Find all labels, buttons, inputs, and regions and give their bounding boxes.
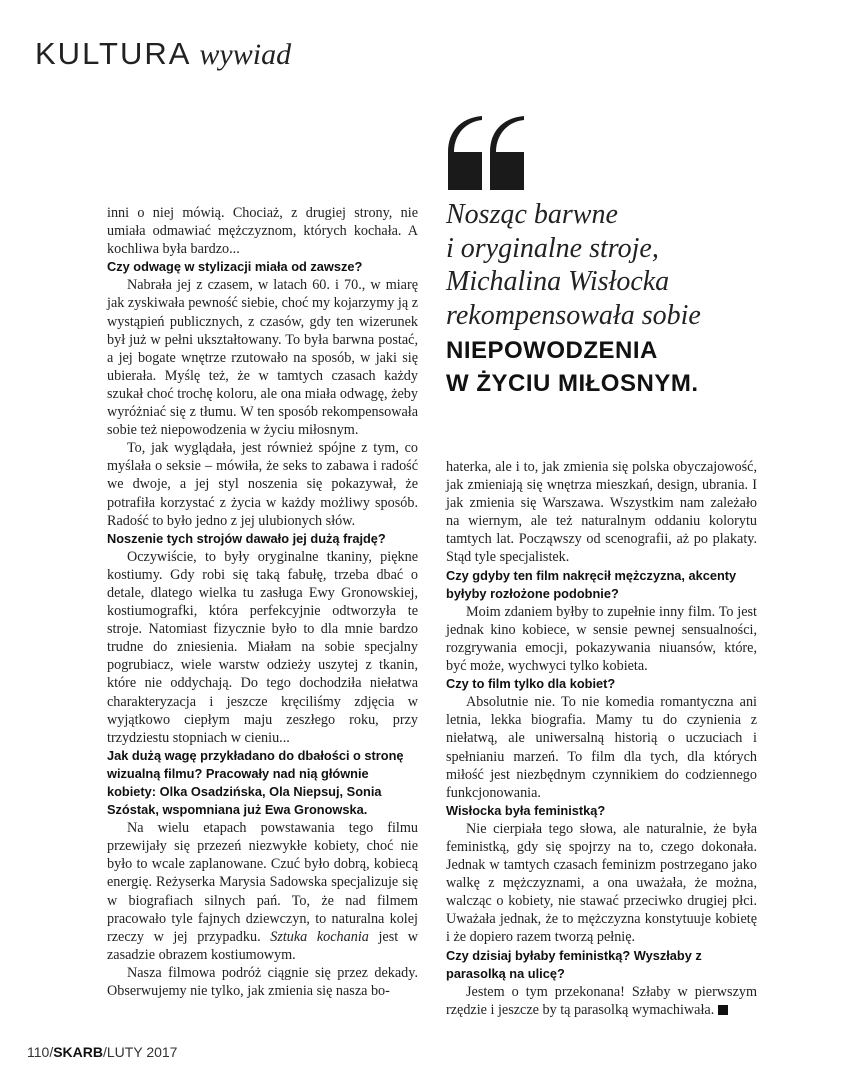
answer-paragraph [107, 964, 418, 1000]
pull-quote-emphasis: NIEPOWODZENIA [446, 337, 658, 364]
section-subtitle: wywiad [199, 38, 292, 71]
page-footer: 110/SKARB/LUTY 2017 [27, 1044, 178, 1060]
section-header [35, 36, 291, 72]
paragraph-text: jest w zasadzie obrazem kostiumowym. [107, 928, 419, 963]
section-title: KULTURA [35, 36, 192, 71]
film-title: Sztuka kochania [270, 928, 369, 945]
pull-quote-line: Nosząc barwne [446, 199, 618, 230]
paragraph-text: Jak dużą wagę przykładano do dbałości o stronę wizualną filmu? Pracowały nad nią głównie kobiety: Olka Osadzińska, Ola Niepsuj, Sonia Szóstak, wspomniana już Ewa Gronowska. [107, 747, 404, 818]
paragraph-text: Nabrała jej z czasem, w latach 60. i 70., w miarę jak zyskiwała pewność siebie, choć my kojarzymy ją z wystąpień publicznych, z czasów, gdy ten wizerunek był już w pełni ukształtowany. To była barwna postać, a jej bogate wnętrze rzutowało na sposób, w jaki się ubierała. Myślę też, że w tamtych czasach każdy szukał choć trochę koloru, ale ona miała odwagę, żeby wyróżniać się z tłumu. W ten sposób rekompensowała sobie też niepowodzenia w życiu miłosnym. [107, 277, 418, 439]
interview-question [107, 258, 418, 276]
quote-mark-icon [446, 116, 528, 190]
pull-quote-line: i oryginalne stroje, [446, 232, 659, 264]
paragraph-text: Na wielu etapach powstawania tego filmu przewijały się przezeń niezwykłe kobiety, choć nie było to wcale zaplanowane. Czuć było dobrą, kobiecą energię. Reżyserka Marysia Sadowska specjalizuje się w biografiach silnych pań. To, że nad filmem pracowało tyle fajnych dziewczyn, to naturalna kolej rzeczy w jej przypadku. [107, 820, 418, 945]
pull-quote-line: Michalina Wisłocka [446, 266, 670, 297]
answer-paragraph [107, 439, 418, 529]
paragraph-text: Oczywiście, to były oryginalne tkaniny, piękne kostiumy. Gdy robi się taką fabułę, trzeba dbać o detale, dlatego wielka tu zasługa Ewy Gronowskiej, kostiumografki, która perfekcyjnie odtworzyła te stroje. Natomiast fizycznie było to dla mnie bardzo trudne do zniesienia. Miałam na sobie specjalny pogrubiacz, wiele warstw odzieży uszytej z tkanin, które nie oddychają. Do tego dochodziła niełatwa charakteryzacja i jeszcze kręciliśmy zdjęcia w wyjątkowo ciepłym maju zeszłego roku, przy trzydziestu stopniach w cieniu... [107, 548, 418, 746]
paragraph-text: Nasza filmowa podróż ciągnie się przez dekady. Obserwujemy nie tylko, jak zmienia się nasza bo- [107, 964, 418, 1000]
interview-question [107, 530, 418, 548]
interview-question [446, 567, 757, 603]
answer-paragraph [107, 204, 418, 258]
pull-quote-emphasis: W ŻYCIU MIŁOSNYM. [446, 370, 699, 397]
left-column [107, 204, 418, 1000]
interview-question [446, 675, 757, 693]
page-number: 110 [27, 1044, 50, 1060]
paragraph-text: Czy odwagę w stylizacji miała od zawsze? [107, 259, 363, 275]
answer-paragraph [446, 820, 757, 947]
interview-question [107, 747, 418, 819]
answer-paragraph [107, 819, 418, 964]
paragraph-text: inni o niej mówią. Chociaż, z drugiej strony, nie umiała odmawiać mężczyznom, których kochała. A kochliwa była bardzo... [107, 205, 418, 258]
issue-date: LUTY 2017 [106, 1044, 178, 1060]
end-mark-icon [718, 1005, 728, 1015]
answer-paragraph [446, 983, 757, 1019]
paragraph-text: To, jak wyglądała, jest również spójne z tym, co myślała o seksie – mówiła, że seks to zabawa i radość we dwoje, a jej styl noszenia się pokazywał, że potrafiła korzystać z życia w każdy możliwy sposób. Radość to było jedno z jej ulubionych słów. [107, 440, 418, 529]
right-column [446, 458, 757, 1019]
paragraph-text: Czy dzisiaj byłaby feministką? Wyszłaby z parasolką na ulicę? [446, 947, 702, 981]
interview-question [446, 802, 757, 820]
paragraph-text: Czy to film tylko dla kobiet? [446, 676, 616, 692]
pull-quote-line: rekompensowała sobie [446, 299, 701, 331]
paragraph-text: haterka, ale i to, jak zmienia się polska obyczajowość, jak zmieniają się wnętrza mieszkań, design, ubrania. I jak zmienia się Warszawa. Wszystkim nam zależało na wiernym, ale też naturalnym oddaniu kolorytu tamtych lat. Począwszy od scenografii, aż po plakaty. Stąd tyle specjalistek. [446, 459, 757, 566]
pull-quote [446, 198, 776, 400]
answer-paragraph [107, 548, 418, 747]
paragraph-text: Jestem o tym przekonana! Szłaby w pierwszym rzędzie i jeszcze by tą parasolką wymachiwała. [446, 983, 757, 1018]
paragraph-text: Noszenie tych strojów dawało jej dużą frajdę? [107, 530, 386, 546]
answer-paragraph [107, 276, 418, 439]
answer-paragraph [446, 693, 757, 802]
paragraph-text: Czy gdyby ten film nakręcił mężczyzna, akcenty byłyby rozłożone podobnie? [446, 567, 737, 601]
answer-paragraph [446, 603, 757, 675]
paragraph-text: Wisłocka była feministką? [446, 802, 606, 818]
paragraph-text: Moim zdaniem byłby to zupełnie inny film. To jest jednak kino kobiece, w sensie pewnej sensualności, rozgrywania emocji, pokazywania niuansów, które, być może, wychwyci tylko kobieta. [446, 603, 757, 675]
paragraph-text: Absolutnie nie. To nie komedia romantyczna ani letnia, lekka biografia. Mamy tu do czynienia z niełatwą, ale uniwersalną historią o uczuciach i spełnianiu marzeń. To film dla tych, dla których miłość jest niezbędnym czynnikiem do codziennego funkcjonowania. [446, 694, 757, 801]
paragraph-text: Nie cierpiała tego słowa, ale naturalnie, że była feministką, gdy się spojrzy na to, czego dokonała. Jednak w tamtych czasach feminizm postrzegano jako walkę z mężczyznami, a ona uważała, że można, walcząc o kobiety, nie stawać przeciwko drugiej płci. Uważała jednak, że to mężczyzna konstytuuje kobietę i że dopiero razem tworzą pełnię. [446, 820, 757, 946]
magazine-name: SKARB [53, 1044, 103, 1060]
interview-question [446, 947, 757, 983]
answer-paragraph [446, 458, 757, 567]
